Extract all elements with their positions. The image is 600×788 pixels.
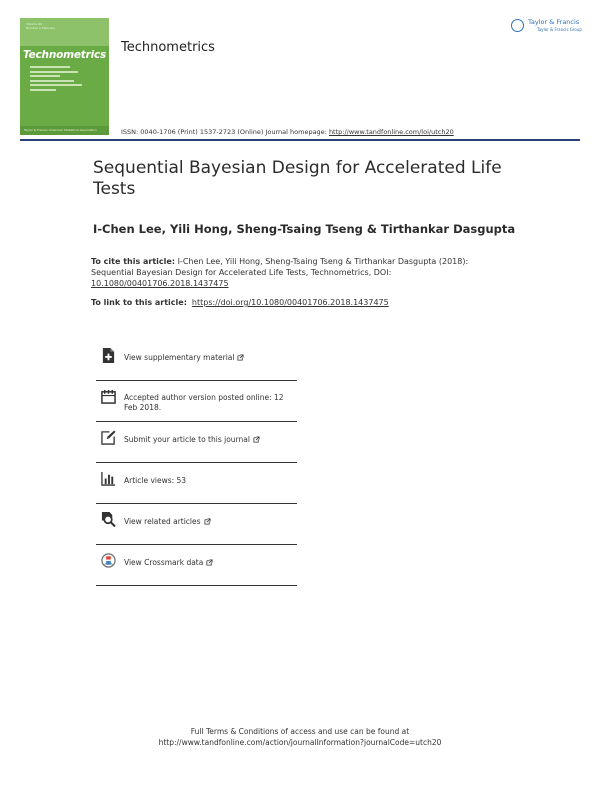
- terms-footer-line1: Full Terms & Conditions of access and use can be found at: [190, 727, 410, 736]
- publisher-logo: [511, 17, 581, 37]
- issn-line: [121, 128, 454, 136]
- header-divider: [20, 139, 580, 141]
- action-article-views: [96, 463, 297, 504]
- action-crossmark-data[interactable]: [96, 545, 297, 586]
- article-authors: I-Chen Lee, Yili Hong, Sheng-Tsaing Tseng & Tirthankar Dasgupta: [93, 222, 516, 236]
- article-link-line: [91, 298, 389, 307]
- calendar-icon: [101, 389, 116, 404]
- citation-label: To cite this article:: [91, 257, 176, 266]
- citation-block: [91, 256, 491, 289]
- external-link-icon: [237, 354, 244, 361]
- citation-text: I-Chen Lee, Yili Hong, Sheng-Tsaing Tseng & Tirthankar Dasgupta (2018): Sequential Bayesian Design for Accelerated Life Tests, Technometrics, DOI:: [91, 257, 469, 277]
- article-actions-list: [96, 340, 297, 586]
- action-related-articles[interactable]: [96, 504, 297, 545]
- cover-title: Technometrics: [23, 49, 107, 61]
- citation-doi-link[interactable]: 10.1080/00401706.2018.1437475: [91, 279, 229, 288]
- article-doi-link[interactable]: https://doi.org/10.1080/00401706.2018.1437475: [191, 298, 389, 307]
- action-submit-article[interactable]: [96, 422, 297, 463]
- action-label: View Crossmark data: [124, 558, 213, 568]
- article-title: Sequential Bayesian Design for Accelerated Life Tests: [93, 158, 502, 199]
- publisher-logo-name: Taylor & Francis: [528, 18, 580, 26]
- issn-text: ISSN: 0040-1706 (Print) 1537-2723 (Online) Journal homepage:: [121, 128, 329, 136]
- crossmark-icon: [101, 553, 116, 568]
- cover-footer-text: Taylor & Francis American Statistical Association: [24, 128, 97, 132]
- publisher-logo-group: Taylor & Francis Group: [537, 27, 582, 32]
- search-document-icon: [101, 512, 116, 527]
- journal-name: Technometrics: [121, 40, 215, 55]
- action-label: Submit your article to this journal: [124, 435, 260, 445]
- article-link-label: To link to this article:: [91, 298, 187, 307]
- terms-footer: [0, 726, 600, 748]
- cover-volume-text: Volume 60 Number 1 February: [26, 22, 56, 30]
- journal-cover-image: [20, 18, 109, 135]
- edit-icon: [101, 430, 116, 445]
- action-accepted-version: [96, 381, 297, 422]
- action-label: View supplementary material: [124, 353, 244, 363]
- action-label: View related articles: [124, 517, 211, 527]
- cover-text-lines: [30, 66, 90, 93]
- journal-homepage-link[interactable]: http://www.tandfonline.com/loi/utch20: [328, 128, 454, 136]
- external-link-icon: [206, 559, 213, 566]
- action-view-supplementary[interactable]: [96, 340, 297, 381]
- bar-chart-icon: [101, 471, 116, 486]
- external-link-icon: [204, 518, 211, 525]
- terms-footer-link[interactable]: http://www.tandfonline.com/action/journalInformation?journalCode=utch20: [158, 738, 442, 747]
- publisher-logo-icon: [511, 19, 524, 32]
- action-label: Accepted author version posted online: 12 Feb 2018.: [124, 393, 284, 412]
- external-link-icon: [253, 436, 260, 443]
- action-label: Article views: 53: [124, 476, 187, 485]
- supplementary-material-icon: [101, 348, 116, 363]
